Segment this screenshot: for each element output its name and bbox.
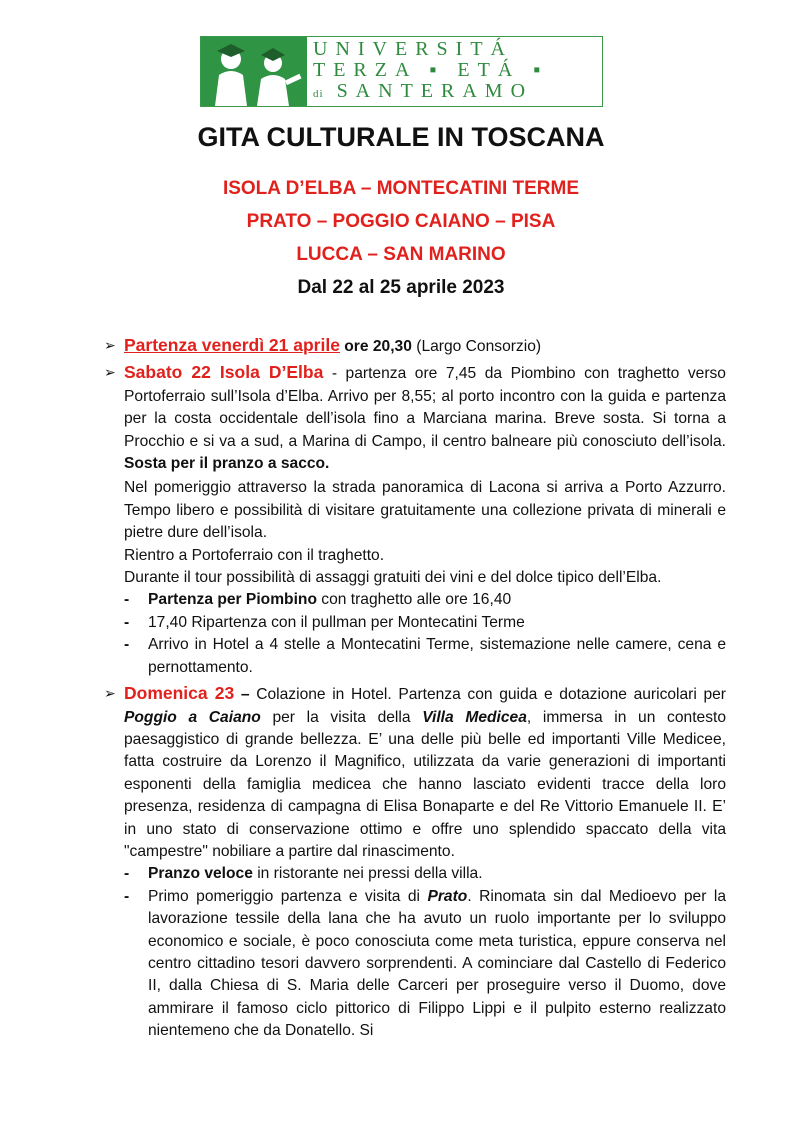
logo-text xyxy=(307,37,602,106)
logo xyxy=(200,36,603,107)
itinerary xyxy=(104,334,726,1046)
itinerary-item-departure xyxy=(104,334,726,358)
dash-bullet: - xyxy=(124,636,130,654)
departure-time: ore 20,30 xyxy=(339,338,412,355)
arrow-bullet-icon: ➢ xyxy=(104,685,116,702)
sunday-paragraph-1 xyxy=(124,682,726,863)
itinerary-item-sunday xyxy=(104,682,726,1043)
logo-line-3-small: di xyxy=(313,87,324,100)
dash-bullet: - xyxy=(124,887,130,905)
departure-place: (Largo Consorzio) xyxy=(411,338,542,355)
sunday-heading: Domenica 23 xyxy=(124,683,235,704)
sunday-place-1: Poggio a Caiano xyxy=(124,708,261,726)
itinerary-item-saturday xyxy=(104,361,726,679)
saturday-paragraph-4: Durante il tour possibilità di assaggi gratuiti dei vini e del dolce tipico dell’Elba. xyxy=(124,569,662,587)
sunday-dash-item-2 xyxy=(124,886,726,1043)
dash-bullet: - xyxy=(124,591,130,609)
arrow-bullet-icon: ➢ xyxy=(104,337,116,353)
sunday-text-1: Colazione in Hotel. Partenza con guida e dotazione auricolari per xyxy=(256,686,727,704)
saturday-lunch: Sosta per il pranzo a sacco. xyxy=(124,455,330,473)
saturday-paragraph-1 xyxy=(124,361,726,475)
saturday-dash-2-text: 17,40 Ripartenza con il pullman per Montecatini Terme xyxy=(148,613,525,631)
saturday-paragraph-2: Nel pomeriggio attraverso la strada panoramica di Lacona si arriva a Porto Azzurro. Tempo libero e possibilità di visitare gratuitamente una collezione privata di minerali e pietre dure dell’isola. xyxy=(124,479,726,542)
logo-graduates-image xyxy=(201,37,307,106)
subtitle-1: ISOLA D’ELBA – MONTECATINI TERME xyxy=(222,178,580,199)
sunday-dash-2-text-a: Primo pomeriggio partenza e visita di xyxy=(148,887,428,905)
logo-line-3-main: SANTERAMO xyxy=(336,79,534,102)
departure-heading: Partenza venerdì 21 aprile xyxy=(124,335,340,355)
trip-dates: Dal 22 al 25 aprile 2023 xyxy=(297,277,505,298)
logo-line-3 xyxy=(313,81,602,105)
saturday-dash-1-bold: Partenza per Piombino xyxy=(148,591,317,609)
saturday-dash-item-2 xyxy=(124,612,726,634)
saturday-dash-3-text: Arrivo in Hotel a 4 stelle a Montecatini Terme, sistemazione nelle camere, cena e pernottamento. xyxy=(148,636,726,676)
sunday-dash: – xyxy=(234,686,257,704)
subtitle-2: PRATO – POGGIO CAIANO – PISA xyxy=(246,211,556,232)
saturday-paragraph-3: Rientro a Portoferraio con il traghetto. xyxy=(124,546,385,564)
sunday-text-2: per la visita della xyxy=(260,708,423,726)
saturday-heading: Sabato 22 Isola D’Elba xyxy=(124,362,324,383)
sunday-text-3: , immersa in un contesto paesaggistico di grande bellezza. E’ una delle più belle ed importanti Ville Medicee, fatta costruire da Lorenzo il Magnifico, utilizzata da varie generazioni di importanti esponenti della famiglia medicea che hanno lasciato evidenti tracce della loro presenza, residenza di campagna di Elisa Bonaparte e del Re Vittorio Emanuele II. E’ in uno stato di conservazione ottimo e offre uno splendido spaccato della vita "campestre" nobiliare a partire dal rinascimento. xyxy=(124,708,727,860)
logo-line-1: UNIVERSITÁ xyxy=(313,37,513,60)
sunday-place-prato: Prato xyxy=(427,887,468,905)
logo-line-2: TERZA ▪ ETÁ ▪ xyxy=(313,58,549,81)
sunday-dash-2-text-b: . Rinomata sin dal Medioevo per la lavorazione tessile della lana che ha avuto un ruolo importante per lo sviluppo economico e sociale, è poco conosciuta come meta turistica, eppure conserva nel centro cittadino tesori davvero sorprendenti. A cominciare dal Castello di Federico II, dalla Chiesa di S. Maria delle Carceri per proseguire verso il Duomo, dove ammirare il famoso ciclo pittorico di Filippo Lippi e il pulpito esterno realizzato nientemeno che da Donatello. Si xyxy=(148,887,726,1040)
saturday-dash-1-text: con traghetto alle ore 16,40 xyxy=(316,591,512,609)
dash-bullet: - xyxy=(124,865,130,883)
dash-bullet: - xyxy=(124,613,130,631)
sunday-villa: Villa Medicea xyxy=(422,708,527,726)
saturday-dash-item-1 xyxy=(124,589,726,611)
page-title: GITA CULTURALE IN TOSCANA xyxy=(197,122,605,152)
saturday-dash-item-3 xyxy=(124,634,726,679)
sunday-dash-1-bold: Pranzo veloce xyxy=(148,865,253,883)
arrow-bullet-icon: ➢ xyxy=(104,364,116,381)
subtitle-3: LUCCA – SAN MARINO xyxy=(296,244,506,265)
sunday-dash-1-text: in ristorante nei pressi della villa. xyxy=(252,865,483,883)
sunday-dash-item-1 xyxy=(124,863,726,885)
saturday-text: - partenza ore 7,45 da Piombino con traghetto verso Portoferraio sull’Isola d’Elba. Arrivo per 8,55; al porto incontro con la guida e partenza per la costa occidentale dell’isola fino a Marciana marina. Breve sosta. Si torna a Procchio e si va a sud, a Marina di Campo, il centro balneare più conosciuto dell’isola. xyxy=(124,365,726,450)
